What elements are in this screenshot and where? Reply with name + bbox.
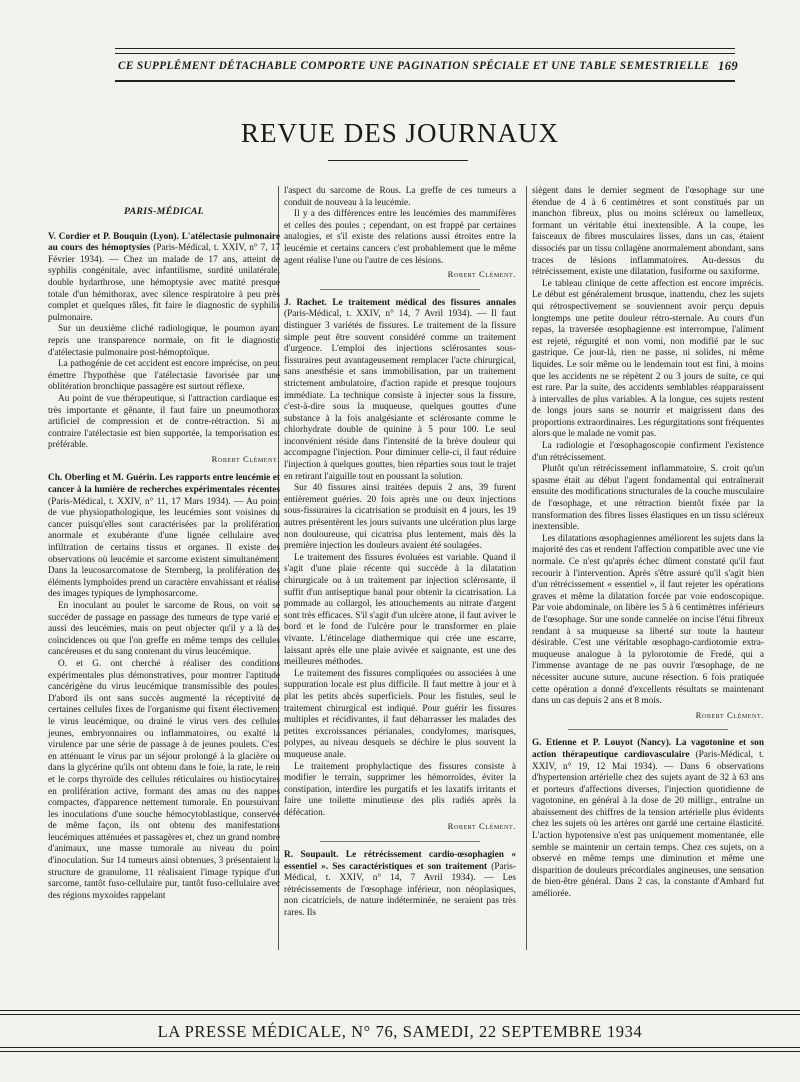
column-divider: [526, 186, 527, 950]
article-heading: Ch. Oberling et M. Guérin. Les rapports entre leucémie et cancer à la lumière de recherches expérimentales récentes: [48, 473, 280, 496]
article-separator: [320, 289, 480, 290]
article-paragraph: En inoculant au poulet le sarcome de Rous, on voit se succéder de passage en passage des tumeurs de type varié et aussi des leucémies, mais on peut objecter qu'il y a là des coïncidences ou que l'on greffe en même temps des cellules cancéreuses et du sang contenant du virus leucémique.: [48, 601, 280, 658]
article-heading: R. Soupault. Le rétrécissement cardio-œsophagien « essentiel ». Ses caractéristiques et son traitement: [284, 850, 516, 872]
masthead-title: REVUE DES JOURNAUX: [240, 118, 559, 148]
column-3: [532, 186, 764, 901]
article-paragraph: Le traitement des fissures compliquées ou associées à une suppuration locale est plus difficile. Il faut mettre à jour et à plat les petits abcès superficiels. Pour les fistules, seul le traitement chirurgical est indiqué. Pour guérir les fissures multiples et récidivantes, il faut débarrasser les malades des petites excroissances périanales, condylomes, marisques, polypes, au niveau desquels se déchire le plus souvent la muqueuse anale.: [284, 668, 516, 760]
footer-rule: [0, 1010, 800, 1011]
column-1: [48, 206, 280, 902]
column-2: [284, 186, 516, 920]
header-rule: [115, 80, 735, 82]
article-text: (Paris-Médical, t. XXIV, n° 14, 7 Avril 1934). — Il faut distinguer 3 variétés de fissures. Le traitement de la fissure simple peut être souvent considéré comme un traitement d'urgence. L'emploi des injections sclérosantes sous-fissuraires peut avantageusement remplacer l'acte chirurgical, sans anesthésie et sans immobilisation, par un traitement strictement ambulatoire, d'action rapide et presque toujours immédiate. La technique consiste à injecter sous la fissure, c'est-à-dire sous la muqueuse, quelques gouttes d'une substance à la fois analgésiante et sclérosante comme le chlorhydrate double de quinine à 5 pour 100. Le seul inconvénient réside dans l'intensité de la brève douleur qui accompagne l'injection. Pour diminuer celle-ci, il faut réduire l'injection à quelques gouttes, bien réparties sous tout le trajet en retirant l'aiguille tout en poussant la solution.: [284, 309, 516, 482]
footer-rule: [0, 1014, 800, 1015]
article-paragraph: Sur un deuxième cliché radiologique, le poumon ayant repris une transparence normale, on fit le diagnostic d'atélectasie pulmonaire post-hémoptoïque.: [48, 324, 280, 358]
supplement-text: CE SUPPLÉMENT DÉTACHABLE COMPORTE UNE PAGINATION SPÉCIALE ET UNE TABLE SEMESTRIELLE: [118, 60, 710, 72]
article-paragraph: La radiologie et l'œsophagoscopie confirment l'existence d'un rétrécissement.: [532, 441, 764, 463]
article-separator: [320, 841, 480, 842]
header-rule: [115, 53, 735, 54]
article-paragraph: Sur 40 fissures ainsi traitées depuis 2 ans, 39 furent entièrement guéries. 20 fois après une ou deux injections sous-fissuraires la cicatrisation se produisit en 4 jours, les 19 autres présentèrent les jours suivants une ulcération plus large non douloureuse, qui cicatrisa plus lentement, mais dès la première injection les douleurs avaient été soulagées.: [284, 483, 516, 552]
page-number: 169: [718, 59, 738, 73]
article-paragraph: [532, 738, 764, 900]
footer-rule: [0, 1047, 800, 1048]
article-paragraph: La pathogénie de cet accident est encore imprécise, on peut émettre l'hypothèse que l'atélectasie favorisée par une oblitération bronchique passagère est surtout réflexe.: [48, 359, 280, 393]
article-signature: Robert Clément.: [695, 709, 764, 720]
supplement-banner: [118, 60, 738, 72]
article-paragraph: Au point de vue thérapeutique, si l'attraction cardiaque est très importante et gênante, il faut faire un pneumothorax artificiel de compression et de contre-rétraction. Si au contraire l'atélectasie est bien supportée, la temporisation est préférable.: [48, 393, 280, 451]
article-paragraph: Le tableau clinique de cette affection est encore imprécis. Le début est généralement brusque, inattendu, chez les sujets qui rétrospectivement se souviennent avoir perçu depuis longtemps une petite douleur rétro-sternale. Au cours d'un repas, la traversée œsophagienne est interrompue, l'aliment est rejeté, régurgité et non vomi, non modifié par le suc gastrique. Ce jour-là, rien ne passe, ni solides, ni même liquides. Le soir même ou le lendemain tout est fini, à moins que les accidents ne se répètent 2 ou 3 jours de suite, ce qui est rare. Par la suite, des accidents semblables réapparaissent à intervalles de plus variables. A la longue, ces sujets restent de longs jours sans se nourrir et maigrissent dans des proportions extraordinaires. Les régurgitations sont fréquentes alors que le malade ne vomit pas.: [532, 278, 764, 440]
article-paragraph: [284, 298, 516, 484]
article-paragraph: Il y a des différences entre les leucémies des mammifères et celles des poules ; cependant, on est frappé par certaines analogies, et s'il existe des relations aussi étroites entre la leucémie et certains cancers c'est probablement que le même agent réalise l'une ou l'autre de ces lésions.: [284, 209, 516, 266]
article-paragraph: [48, 232, 280, 325]
article-paragraph: Les dilatations œsophagiennes améliorent les sujets dans la majorité des cas et rendent l'affection compatible avec une vie normale. Ce n'est qu'après échec dûment constaté qu'il faut recourir à l'intervention. Après s'être assuré qu'il s'agit bien d'un rétrécissement « essentiel », il faut rejeter les opérations graves et même la dilatation forcée par voie endoscopique. Par voie abdominale, on libère les 5 à 6 centimètres inférieurs de l'œsophage. Sur une sonde cannelée on incise l'étui fibreux rendant à sa muqueuse sa liberté sur toute la hauteur désirable. C'est une véritable œsophago-cardiotomie extra-muqueuse analogue à la pylorotomie de Fredé, qui a l'immense avantage de ne pas ouvrir l'œsophage, de ne nécessiter aucune suture, aucune résection. 6 fois pratiquée cette opération a donné d'excellents résultats se maintenant dans un cas depuis 2 ans et 8 mois.: [532, 533, 764, 707]
article-heading: V. Cordier et P. Bouquin (Lyon). L'atélectasie pulmonaire au cours des hémoptysies: [48, 231, 280, 254]
header-rule: [115, 48, 735, 49]
article-text: (Paris-Médical, t. XXIV, n° 19, 12 Mai 1934). — Dans 6 observations d'hypertension artérielle chez des sujets ayant de 32 à 63 ans et porteurs d'affections diverses, l'injection quotidienne de vagotonine, en général à la dose de 20 milligr., entraîne un abaissement des chiffres de la tension artérielle plus évidents chez les sujets où les artères ont gardé une certaine élasticité. L'action hypotensive n'est pas uniquement momentanée, elle semble se maintenir un certain temps. Chez ces sujets, on a observé en même temps une diminution et même une disparition de douleurs précordiales angineuses, une sensation de bien-être général. Dans 2 cas, la constante d'Ambard fut améliorée.: [532, 749, 764, 900]
article-text: (Paris-Médical, t. XXIV, n° 14, 7 Avril 1934). — Les rétrécissements de l'œsophage inférieur, non néoplasiques, non cicatriciels, de nature indéterminée, ne seraient pas très rares. Ils: [284, 861, 517, 919]
article-signature: Robert Clément.: [447, 269, 516, 280]
article-paragraph: O. et G. ont cherché à réaliser des conditions expérimentales plus démonstratives, pour montrer l'aptitude cancérigène du virus leucémique transmissible des poules. D'abord ils ont sans succès augmenté la réceptivité de certaines cellules fixes de l'organisme qui fixent électivement le virus leucémique, ou drainé le virus vers des cellules jeunes, embryonnaires ou inflammatoires, ou exalté la virulence par une série de passage à de jeunes poulets. C'est en atténuant le virus par un séjour prolongé à la glacière ou dans la glycérine qu'ils ont obtenu dans le foie, la rate, le rein et le corps thyroïde des cellules réticulaires ou histiocytaires en prolifération active, formant des amas ou des nappes compactes, d'apparence nettement tumorale. En poursuivant les inoculations d'une souche hémocytoblastique, conservée de même façon, ils ont obtenu des manifestations leucémiques atténuées et passagères et, chez un grand nombre d'animaux, une masse tumorale au niveau du point d'inoculation. Sur 14 tumeurs ainsi obtenues, 3 présentaient la structure de granulome, 11 réalisaient l'image typique d'un sarcome, tantôt fuso-cellulaire pur, tantôt fuso-cellulaire avec des régions myxoïdes rappelant: [48, 658, 280, 901]
article-paragraph: [284, 850, 516, 920]
masthead-rule: [328, 160, 468, 161]
article-paragraph: l'aspect du sarcome de Rous. La greffe de ces tumeurs a conduit de nouveau à la leucémie.: [284, 186, 516, 208]
footer-title: LA PRESSE MÉDICALE, N° 76, SAMEDI, 22 SEPTEMBRE 1934: [157, 1022, 643, 1041]
article-paragraph: Plutôt qu'un rétrécissement inflammatoire, S. croit qu'un spasme était au début l'agent fondamental qui entraînerait ensuite des modifications structurales de la couche musculaire de l'œsophage, et une rétraction bientôt fixée par la transformation des fibres lisses élastiques en un tissu scléreux inextensible.: [532, 464, 764, 533]
article-paragraph: Le traitement prophylactique des fissures consiste à modifier le terrain, supprimer les hémorroïdes, éviter la constipation, interdire les purgatifs et les laxatifs irritants et faire une toilette minutieuse des plis radiés après la défécation.: [284, 761, 516, 818]
footer-rule: [0, 1051, 800, 1052]
article-paragraph: Le traitement des fissures évoluées est variable. Quand il s'agit d'une plaie récente qui succède à la dilatation chirurgicale ou à un traitement par injection sclérosante, il suffit d'un antiseptique banal pour obtenir la cicatrisation. La pommade au collargol, les attouchements au nitrate d'argent sont très efficaces. S'il s'agit d'un ulcère atone, il faut aviver le bord et le fond de l'ulcère pour le transformer en plaie vivante. L'étincelage diathermique qui crée une escarre, laissant après elle une plaie avivée et saignante, est une des meilleures méthodes.: [284, 552, 516, 668]
article-signature: Robert Clément.: [447, 821, 516, 832]
article-signature: Robert Clément.: [211, 453, 280, 464]
article-heading: J. Rachet. Le traitement médical des fissures annales: [284, 297, 516, 308]
article-heading: G. Etienne et P. Louyot (Nancy). La vagotonine et son action thérapeutique cardiovasculaire: [532, 738, 764, 760]
article-paragraph: [48, 473, 280, 601]
article-text: (Paris-Médical, t. XXIV, n° 11, 17 Mars 1934). — Au point de vue physiopathologique, les leucémies sont voisines du cancer puisqu'elles sont caractérisées par la prolifération anormale et exubérante d'une lignée cellulaire avec infiltration de certains tissus et organes. Il existe des observations où leucémie et sarcome existent simultanément. Dans la leucosarcomatose de Sternberg, la prolifération des éléments lymphoïdes prend un caractère envahissant et réalise des images typiques de lymphosarcome.: [48, 496, 280, 600]
article-text: (Paris-Médical, t. XXIV, n° 7, 17 Février 1934). — Chez un malade de 17 ans, atteint de syphilis congénitale, avec infantilisme, surdité unilatérale, double hydarthrose, une hémoptysie avec matité presque totale d'un hémithorax, avec silence respiratoire à peu près complet et quelques râles, fit faire le diagnostic de syphilis pulmonaire.: [48, 243, 280, 323]
article-separator: [568, 729, 728, 730]
section-heading: PARIS-MÉDICAL: [124, 206, 204, 217]
article-paragraph: siègent dans le dernier segment de l'œsophage sur une étendue de 4 à 6 centimètres et sont constitués par un manchon fibreux, plus ou moins scléreux ou lamelleux, formant un véritable étui inextensible. A la coupe, les faisceaux de fibres musculaires lisses, dans un cas, étaient dissociés par un tissu collagène anormalement abondant, sans traces de lésions inflammatoires. Au-dessus du rétrécissement, existe une dilatation, fusiforme ou saxiforme.: [532, 186, 764, 278]
